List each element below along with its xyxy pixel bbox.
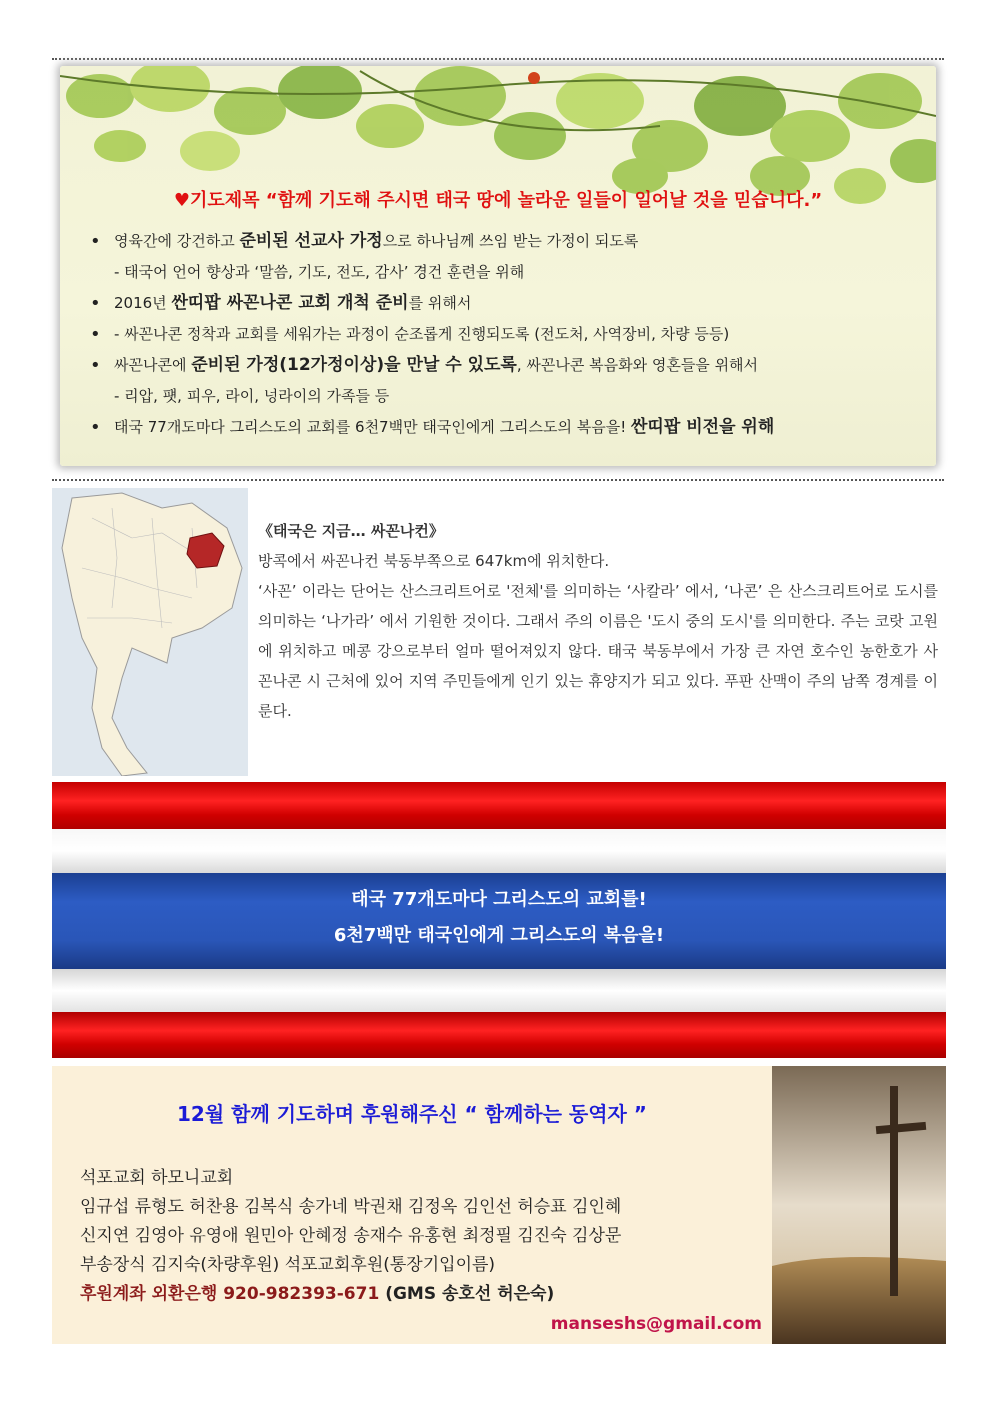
account-number: 후원계좌 외환은행 920-982393-671 bbox=[80, 1284, 380, 1304]
flag-white-stripe bbox=[52, 829, 946, 873]
supporters-panel bbox=[52, 1066, 772, 1344]
prayer-panel bbox=[60, 66, 936, 466]
prayer-title: ♥기도제목 “함께 기도해 주시면 태국 땅에 놀라운 일들이 일어날 것을 믿습니다.” bbox=[173, 190, 823, 211]
list-item: • 영육간에 강건하고 준비된 선교사 가정으로 하나님께 쓰임 받는 가정이 되도록 bbox=[86, 226, 926, 257]
supporter-line: 석포교회 하모니교회 bbox=[80, 1168, 234, 1188]
middle-divider bbox=[52, 479, 944, 481]
region-info bbox=[258, 516, 938, 726]
prayer-list bbox=[86, 226, 926, 443]
bank-account bbox=[80, 1280, 621, 1309]
flag-slogan bbox=[52, 882, 946, 954]
supporters-list bbox=[80, 1164, 621, 1309]
region-heading: 《태국은 지금… 싸꼰나컨》 bbox=[258, 522, 444, 540]
supporter-line: 부송장식 김지숙(차량후원) 석포교회후원(통장기입이름) bbox=[80, 1255, 496, 1275]
list-item: • 태국 77개도마다 그리스도의 교회를 6천7백만 태국인에게 그리스도의 복음을! 싼띠팝 비전을 위해 bbox=[86, 412, 926, 443]
list-item: - 리압, 퍳, 피우, 라이, 넝라이의 가족들 등 bbox=[114, 387, 390, 405]
list-item: • - 싸꼰나콘 정착과 교회를 세워가는 과정이 순조롭게 진행되도록 (전도처, 사역장비, 차량 등등) bbox=[86, 319, 926, 350]
slogan-line: 6천7백만 태국인에게 그리스도의 복음을! bbox=[333, 925, 665, 946]
flag-red-stripe bbox=[52, 782, 946, 829]
slogan-line: 태국 77개도마다 그리스도의 교회를! bbox=[351, 889, 647, 910]
supporters-title: 12월 함께 기도하며 후원해주신 “ 함께하는 동역자 ” bbox=[177, 1102, 647, 1126]
list-item: - 태국어 언어 향상과 ‘말씀, 기도, 전도, 감사’ 경건 훈련을 위해 bbox=[114, 263, 525, 281]
flag-white-stripe bbox=[52, 969, 946, 1012]
account-holder: (GMS 송호선 허은숙) bbox=[385, 1284, 555, 1304]
list-item: • 싸꼰나콘에 준비된 가정(12가정이상)을 만날 수 있도록, 싸꼰나콘 복음화와 영혼들을 위해서 bbox=[86, 350, 926, 381]
flag-red-stripe bbox=[52, 1012, 946, 1058]
region-location: 방콕에서 싸꼰나컨 북동부쪽으로 647km에 위치한다. bbox=[258, 552, 610, 570]
region-description: ‘사꼰’ 이라는 단어는 산스크리트어로 '전체'를 의미하는 ‘사칼라’ 에서, ‘나콘’ 은 산스크리트어로 도시를 의미하는 ‘나가라’ 에서 기원한 것이다. 그래서 주의 이름은 '도시 중의 도시'를 의미한다. 주는 코랏 고원에 위치하고 메콩 강으로부터 얼마 떨어져있지 않다. 태국 북동부에서 가장 큰 자연 호수인 농한호가 사꼰나콘 시 근처에 있어 지역 주민들에게 인기 있는 휴양지가 되고 있다. 푸판 산맥이 주의 남쪽 경계를 이룬다. bbox=[258, 582, 938, 720]
cross-photo bbox=[772, 1066, 946, 1344]
thailand-map bbox=[52, 488, 248, 776]
list-item: • 2016년 싼띠팝 싸꼰나콘 교회 개척 준비를 위해서 bbox=[86, 288, 926, 319]
supporter-line: 임규섭 류형도 허찬용 김복식 송가네 박권채 김정옥 김인선 허승표 김인혜 bbox=[80, 1197, 622, 1217]
thai-flag-banner bbox=[52, 782, 946, 1058]
contact-email[interactable]: manseshs@gmail.com bbox=[550, 1314, 762, 1334]
top-divider bbox=[52, 58, 944, 60]
supporter-line: 신지연 김영아 유영애 원민아 안혜정 송재수 유홍현 최정필 김진숙 김상문 bbox=[80, 1226, 622, 1246]
